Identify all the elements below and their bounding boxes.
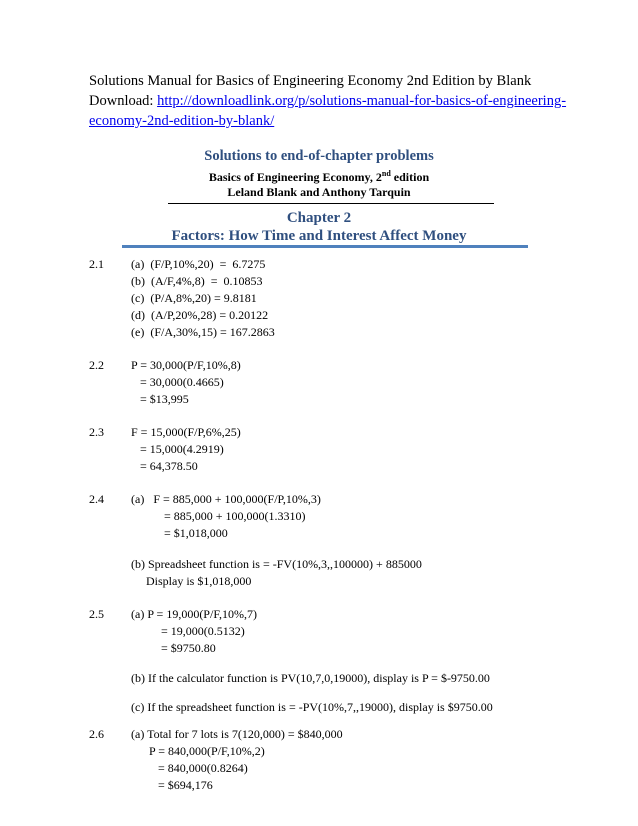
solutions-title: Solutions to end-of-chapter problems [204, 148, 434, 164]
intro-title: Solutions Manual for Basics of Engineering Economy 2nd Edition by Blank [89, 73, 532, 89]
solution-line: = 885,000 + 100,000(1.3310) [131, 509, 306, 523]
solution-line: P = 840,000(P/F,10%,2) [131, 744, 265, 758]
solution-line: (b) (A/F,4%,8) = 0.10853 [131, 274, 263, 288]
download-line [89, 91, 609, 131]
chapter-number: Chapter 2 [286, 210, 352, 226]
problem-number: 2.6 [89, 727, 104, 741]
problem-number: 2.3 [89, 425, 104, 439]
problem-number: 2.4 [89, 492, 104, 506]
book-title [0, 169, 638, 185]
solution-line: (b) If the calculator function is PV(10,7,0,19000), display is P = $-9750.00 [131, 671, 490, 685]
solution-line: = $13,995 [131, 392, 189, 406]
header-divider [168, 203, 494, 204]
solution-line: F = 15,000(F/P,6%,25) [131, 425, 241, 439]
solution-line: Display is $1,018,000 [131, 574, 252, 588]
problem-number: 2.1 [89, 257, 104, 271]
solution-line: (c) (P/A,8%,20) = 9.8181 [131, 291, 257, 305]
solution-line: = 840,000(0.8264) [131, 761, 248, 775]
chapter-divider [122, 245, 528, 248]
intro-block [89, 71, 609, 131]
solution-line: (d) (A/P,20%,28) = 0.20122 [131, 308, 269, 322]
solution-line: = $9750.80 [131, 641, 216, 655]
solution-line: = 15,000(4.2919) [131, 442, 224, 456]
solution-line: (a) (F/P,10%,20) = 6.7275 [131, 257, 266, 271]
solution-line: = 19,000(0.5132) [131, 624, 245, 638]
solution-line: (a) P = 19,000(P/F,10%,7) [131, 607, 258, 621]
solution-line: (c) If the spreadsheet function is = -PV(10%,7,,19000), display is $9750.00 [131, 700, 493, 714]
solution-line: = 30,000(0.4665) [131, 375, 224, 389]
solution-line: = $694,176 [131, 778, 213, 792]
problem-number: 2.2 [89, 358, 104, 372]
book-title-sup: nd [381, 169, 391, 178]
solution-line: (e) (F/A,30%,15) = 167.2863 [131, 325, 275, 339]
solution-line: P = 30,000(P/F,10%,8) [131, 358, 241, 372]
authors: Leland Blank and Anthony Tarquin [227, 185, 411, 199]
solution-line: (a) F = 885,000 + 100,000(F/P,10%,3) [131, 492, 321, 506]
chapter-title: Factors: How Time and Interest Affect Money [171, 228, 467, 244]
solution-line: (a) Total for 7 lots is 7(120,000) = $840,000 [131, 727, 343, 741]
solution-line: = 64,378.50 [131, 459, 198, 473]
book-title-post: edition [390, 170, 430, 184]
problem-number: 2.5 [89, 607, 104, 621]
download-link[interactable]: http://downloadlink.org/p/solutions-manual-for-basics-of-engineering-economy-2nd-edition-by-blank/ [89, 93, 567, 129]
book-title-pre: Basics of Engineering Economy, 2 [208, 170, 382, 184]
solution-line: (b) Spreadsheet function is = -FV(10%,3,,100000) + 885000 [131, 557, 422, 571]
solution-line: = $1,018,000 [131, 526, 228, 540]
download-label: Download: [89, 93, 158, 109]
